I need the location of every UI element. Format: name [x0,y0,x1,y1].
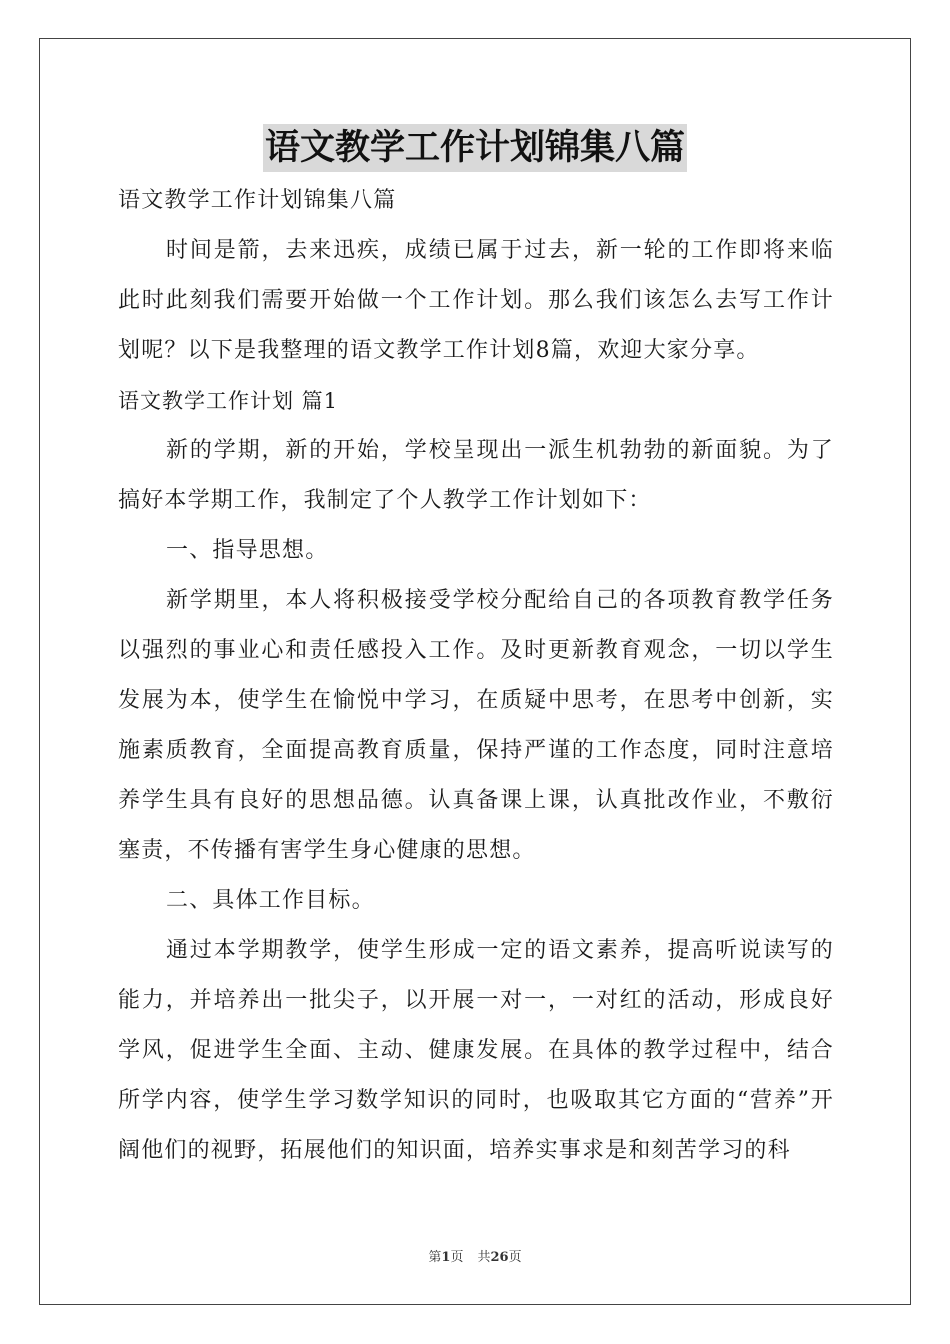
paragraph-intro: 时间是箭，去来迅疾，成绩已属于过去，新一轮的工作即将来临此时此刻我们需要开始做一个工作计划。那么我们该怎么去写工作计划呢？以下是我整理的语文教学工作计划8篇，欢迎大家分享。 [118,238,834,363]
page-footer [0,1246,950,1265]
document-body [118,176,834,1176]
page-prefix: 第 [428,1250,442,1265]
page-suffix: 页 [450,1250,464,1265]
title-container [0,124,950,172]
document-subtitle: 语文教学工作计划锦集八篇 [118,188,397,213]
total-suffix: 页 [508,1250,522,1265]
paragraph: 新学期里，本人将积极接受学校分配给自己的各项教育教学任务以强烈的事业心和责任感投入工作。及时更新教育观念，一切以学生发展为本，使学生在愉悦中学习，在质疑中思考，在思考中创新，实施素质教育，全面提高教育质量，保持严谨的工作态度，同时注意培养学生具有良好的思想品德。认真备课上课，认真批改作业，不敷衍塞责，不传播有害学生身心健康的思想。 [118,588,834,863]
document-title: 语文教学工作计划锦集八篇 [263,124,687,172]
total-pages: 26 [490,1250,509,1265]
page-number: 1 [441,1250,451,1265]
subheading-work-goals: 二、具体工作目标。 [166,888,375,913]
total-prefix: 共 [477,1250,491,1265]
section-heading: 语文教学工作计划 篇1 [118,389,339,413]
paragraph: 新的学期，新的开始，学校呈现出一派生机勃勃的新面貌。为了搞好本学期工作，我制定了个人教学工作计划如下： [118,438,834,513]
paragraph: 通过本学期教学，使学生形成一定的语文素养，提高听说读写的能力，并培养出一批尖子，以开展一对一，一对红的活动，形成良好学风，促进学生全面、主动、健康发展。在具体的教学过程中，结合所学内容，使学生学习数学知识的同时，也吸取其它方面的“营养”开阔他们的视野，拓展他们的知识面，培养实事求是和刻苦学习的科 [118,938,834,1163]
subheading-guiding-thought: 一、指导思想。 [166,538,329,563]
